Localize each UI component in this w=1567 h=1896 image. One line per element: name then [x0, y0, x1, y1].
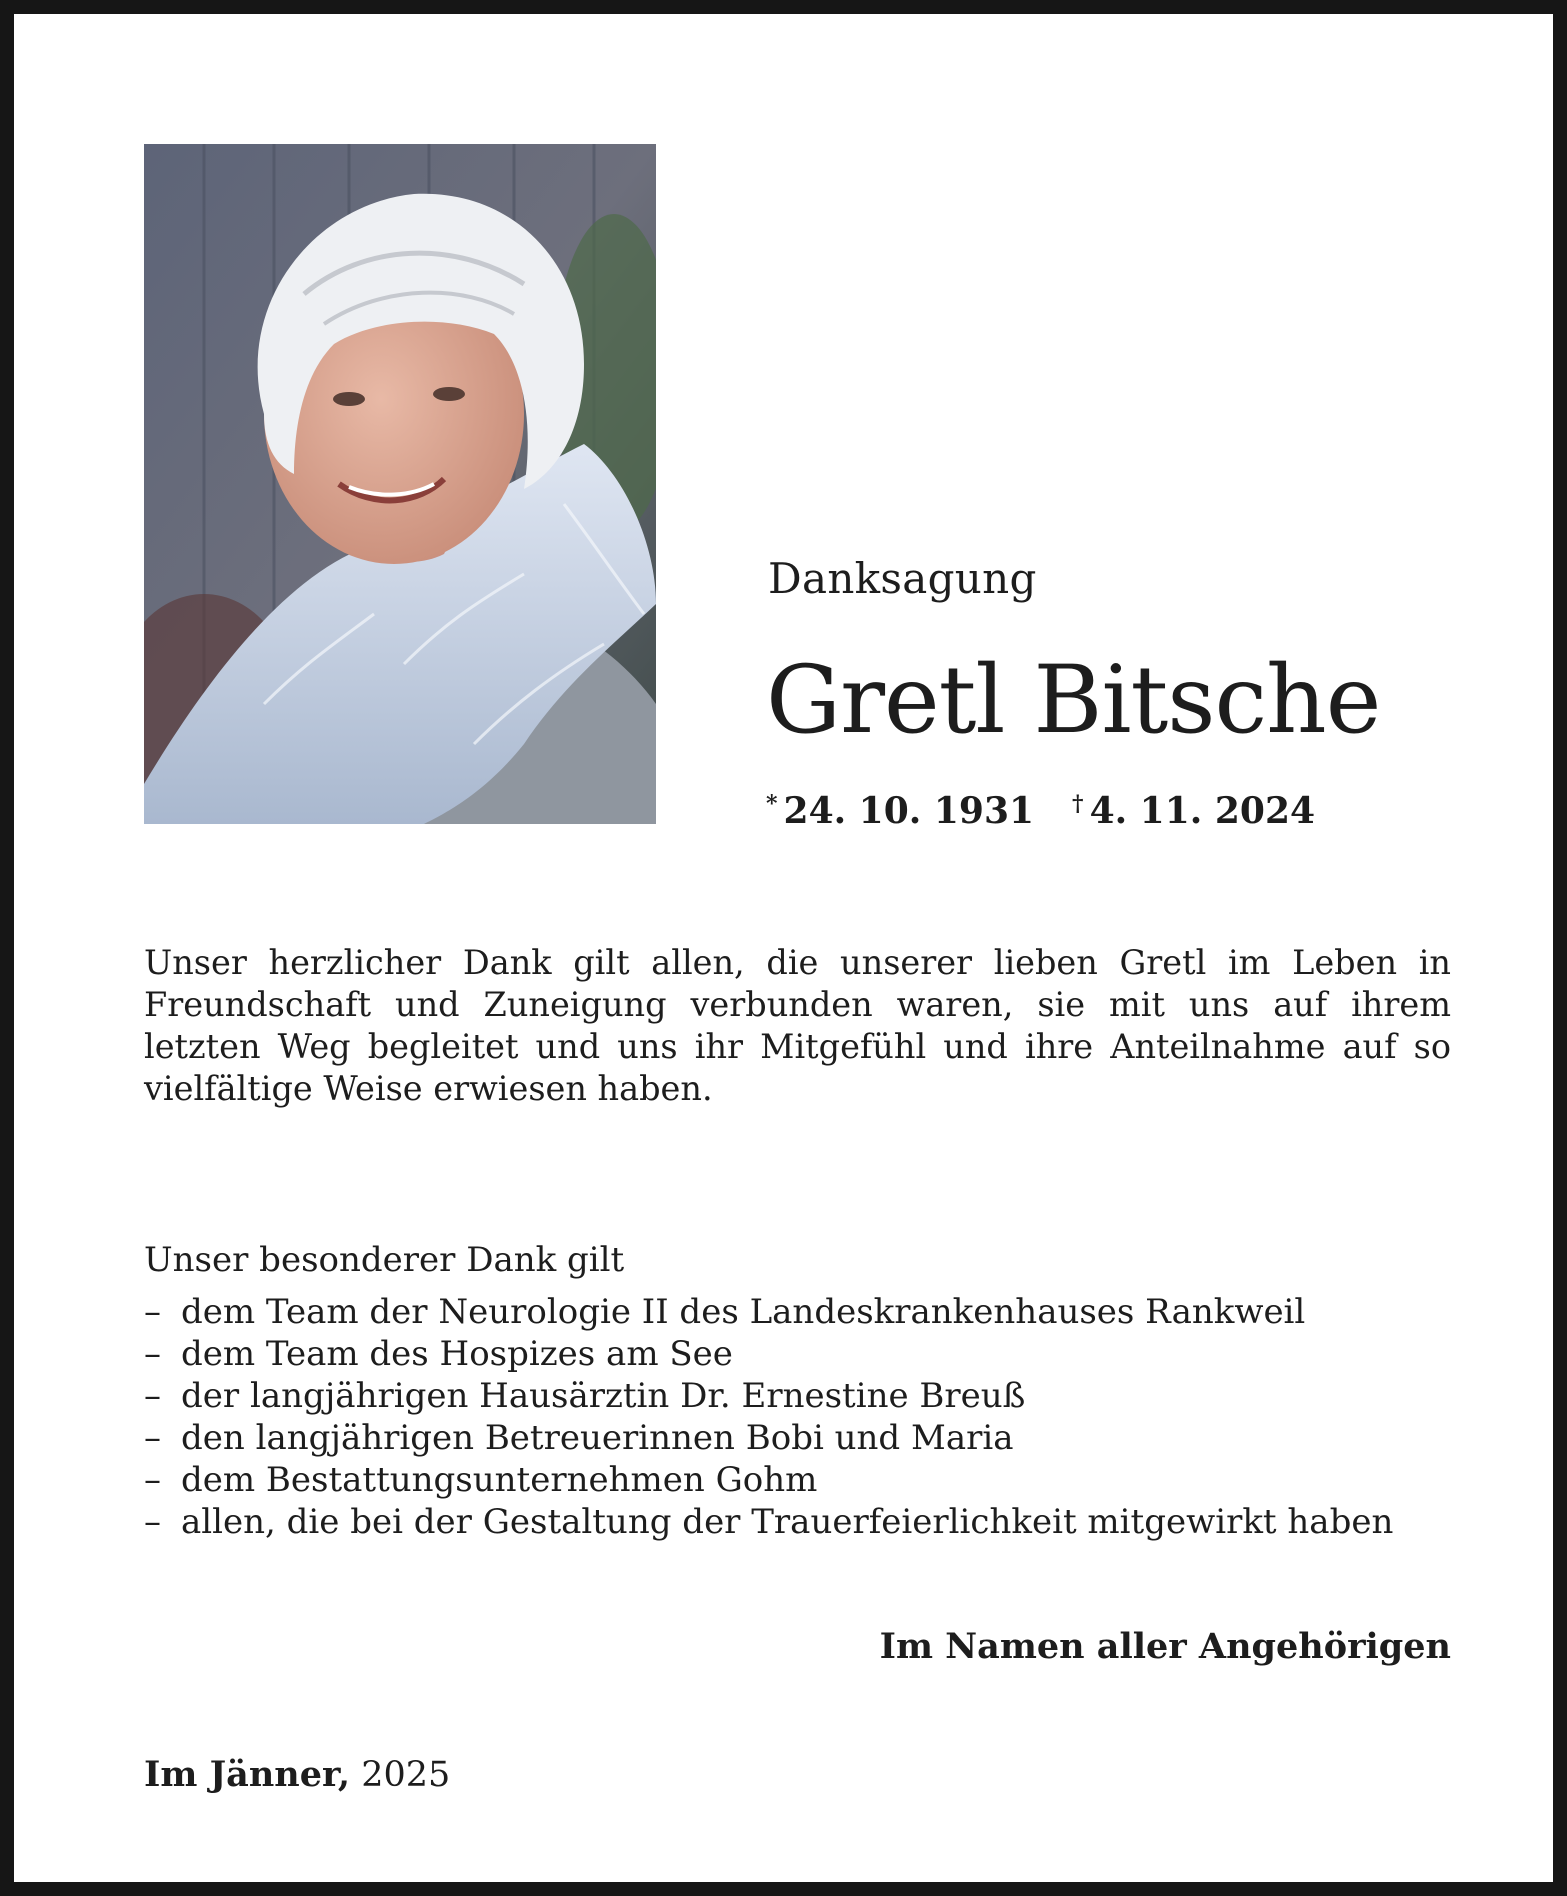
- special-thanks-intro: Unser besonderer Dank gilt: [144, 1240, 625, 1280]
- birth-date: 24. 10. 1931: [783, 790, 1035, 832]
- notice-heading: Danksagung: [768, 554, 1037, 603]
- thanks-list: [144, 1291, 1464, 1543]
- death-cross-icon: †: [1072, 791, 1084, 817]
- list-item: – dem Team des Hospizes am See: [144, 1333, 1464, 1375]
- intro-paragraph: Unser herzlicher Dank gilt allen, die unserer lieben Gretl im Leben in Freundschaft und Zuneigung verbunden waren, sie mit uns auf ihrem letzten Weg begleitet und uns ihr Mitgefühl und ihre Anteilnahme auf so vielfältige Weise erwiesen haben.: [144, 943, 1451, 1108]
- year: 2025: [361, 1755, 451, 1795]
- portrait-photo: [144, 144, 656, 824]
- birth-star-icon: *: [766, 791, 778, 817]
- deceased-name: Gretl Bitsche: [766, 646, 1381, 755]
- list-item: – den langjährigen Betreuerinnen Bobi und Maria: [144, 1417, 1464, 1459]
- list-item: – dem Team der Neurologie II des Landeskrankenhauses Rankweil: [144, 1291, 1464, 1333]
- signature: Im Namen aller Angehörigen: [879, 1626, 1451, 1667]
- death-date: 4. 11. 2024: [1089, 790, 1316, 832]
- place-month: Im Jänner,: [144, 1754, 351, 1795]
- list-item: – allen, die bei der Gestaltung der Trauerfeierlichkeit mitgewirkt haben: [144, 1501, 1464, 1543]
- list-item: – dem Bestattungsunternehmen Gohm: [144, 1459, 1464, 1501]
- list-item: – der langjährigen Hausärztin Dr. Ernestine Breuß: [144, 1375, 1464, 1417]
- place-date: [144, 1754, 450, 1795]
- life-dates: [766, 790, 1315, 832]
